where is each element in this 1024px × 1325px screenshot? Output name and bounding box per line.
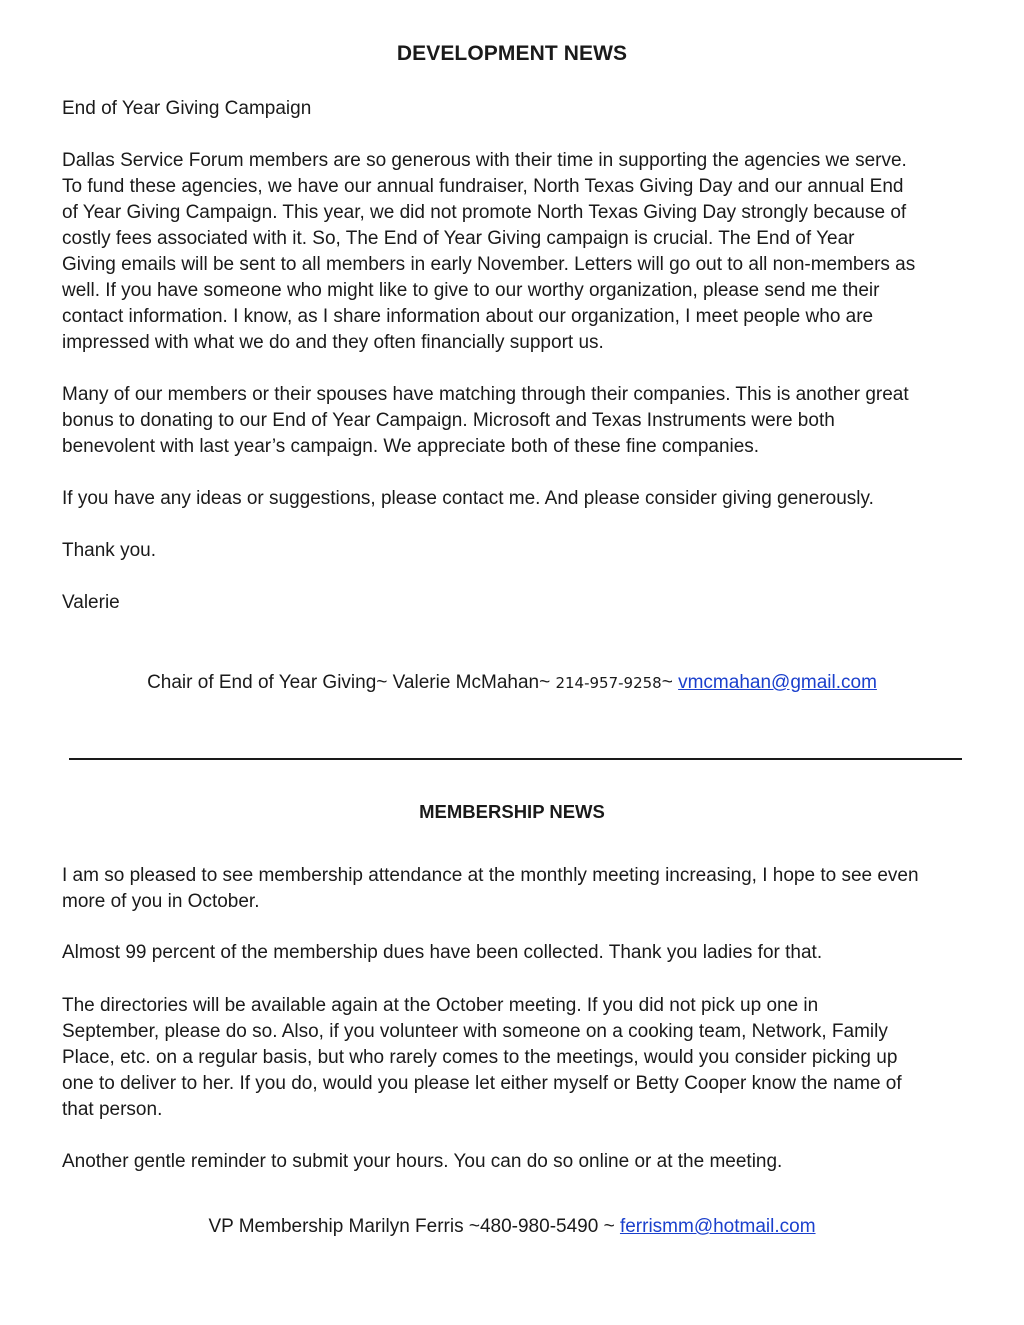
signature-separator: ~ bbox=[661, 672, 679, 693]
campaign-subtitle: End of Year Giving Campaign bbox=[62, 98, 312, 119]
development-signature bbox=[0, 670, 1024, 696]
development-paragraph-3: If you have any ideas or suggestions, please contact me. And please consider giving generously. bbox=[62, 488, 874, 509]
paragraph-line: of Year Giving Campaign. This year, we did not promote North Texas Giving Day strongly because of bbox=[62, 202, 907, 223]
paragraph-line: Place, etc. on a regular basis, but who rarely comes to the meetings, would you consider picking up bbox=[62, 1047, 898, 1068]
membership-signature bbox=[0, 1214, 1024, 1240]
development-news-title: DEVELOPMENT NEWS bbox=[396, 42, 628, 65]
paragraph-line: September, please do so. Also, if you volunteer with someone on a cooking team, Network, Family bbox=[62, 1021, 888, 1042]
paragraph-line: To fund these agencies, we have our annual fundraiser, North Texas Giving Day and our annual End bbox=[62, 176, 904, 197]
paragraph-line: Giving emails will be sent to all members in early November. Letters will go out to all non-members as bbox=[62, 254, 916, 275]
membership-news-title: MEMBERSHIP NEWS bbox=[419, 801, 605, 822]
membership-paragraph-3 bbox=[62, 993, 972, 1123]
paragraph-line: more of you in October. bbox=[62, 891, 260, 912]
paragraph-line: impressed with what we do and they often financially support us. bbox=[62, 332, 604, 353]
paragraph-line: one to deliver to her. If you do, would you please let either myself or Betty Cooper know the name of bbox=[62, 1073, 902, 1094]
email-link-vmcmahan[interactable]: vmcmahan@gmail.com bbox=[678, 672, 877, 693]
paragraph-line: well. If you have someone who might like to give to our worthy organization, please send me their bbox=[62, 280, 880, 301]
paragraph-line: contact information. I know, as I share information about our organization, I meet people who are bbox=[62, 306, 874, 327]
paragraph-line: I am so pleased to see membership attendance at the monthly meeting increasing, I hope to see even bbox=[62, 865, 919, 886]
thank-you-text: Thank you. bbox=[62, 540, 156, 561]
signoff-name: Valerie bbox=[62, 592, 120, 613]
section-divider bbox=[69, 758, 962, 760]
paragraph-line: bonus to donating to our End of Year Campaign. Microsoft and Texas Instruments were both bbox=[62, 410, 835, 431]
membership-paragraph-4: Another gentle reminder to submit your hours. You can do so online or at the meeting. bbox=[62, 1151, 783, 1172]
membership-paragraph-1 bbox=[62, 863, 972, 915]
signature-text: VP Membership Marilyn Ferris ~480-980-5490 ~ bbox=[208, 1216, 620, 1237]
paragraph-line: Many of our members or their spouses have matching through their companies. This is another great bbox=[62, 384, 909, 405]
paragraph-line: The directories will be available again at the October meeting. If you did not pick up one in bbox=[62, 995, 819, 1016]
membership-paragraph-2: Almost 99 percent of the membership dues have been collected. Thank you ladies for that. bbox=[62, 942, 823, 963]
paragraph-line: that person. bbox=[62, 1099, 163, 1120]
signature-text: Chair of End of Year Giving~ Valerie McMahan~ bbox=[147, 672, 556, 693]
development-paragraph-2 bbox=[62, 382, 972, 460]
development-paragraph-1 bbox=[62, 148, 972, 356]
paragraph-line: costly fees associated with it. So, The End of Year Giving campaign is crucial. The End of Year bbox=[62, 228, 855, 249]
paragraph-line: Dallas Service Forum members are so generous with their time in supporting the agencies we serve. bbox=[62, 150, 907, 171]
paragraph-line: benevolent with last year’s campaign. We appreciate both of these fine companies. bbox=[62, 436, 760, 457]
email-link-ferrismm[interactable]: ferrismm@hotmail.com bbox=[619, 1216, 816, 1237]
signature-phone: 214-957-9258 bbox=[555, 674, 662, 692]
